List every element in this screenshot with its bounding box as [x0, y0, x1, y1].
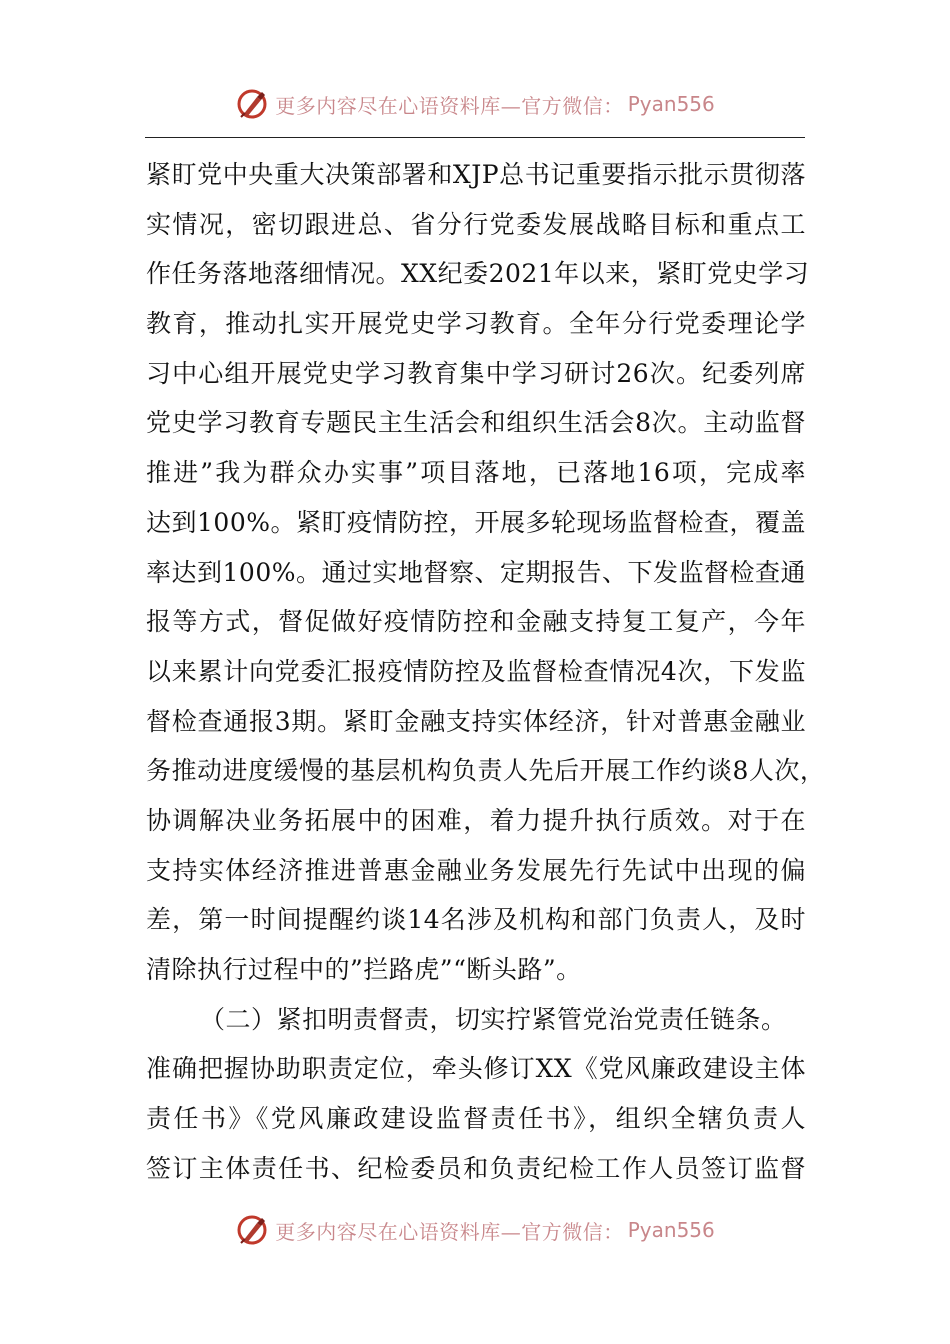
- body-line: 支持实体经济推进普惠金融业务发展先行先试中出现的偏: [146, 855, 806, 885]
- wechat-id: Pyan556: [627, 92, 715, 116]
- footer-banner: [0, 1210, 950, 1250]
- body-line: 差，第一时间提醒约谈14名涉及机构和部门负责人，及时: [146, 905, 806, 935]
- body-line: 率达到100%。通过实地督察、定期报告、下发监督检查通: [146, 557, 806, 587]
- body-line: 教育，推动扎实开展党史学习教育。全年分行党委理论学: [146, 309, 806, 339]
- body-line: 报等方式，督促做好疫情防控和金融支持复工复产，今年: [146, 607, 806, 637]
- body-line: 准确把握协助职责定位，牵头修订XX《党风廉政建设主体: [146, 1054, 806, 1084]
- body-line: 达到100%。紧盯疫情防控，开展多轮现场监督检查，覆盖: [146, 507, 806, 537]
- body-line: 推进”我为群众办实事”项目落地，已落地16项，完成率: [146, 458, 806, 488]
- body-line: 责任书》《党风廉政建设监督责任书》，组织全辖负责人: [146, 1104, 806, 1134]
- section-heading: （二）紧扣明责督责，切实拧紧管党治党责任链条。: [200, 1004, 787, 1034]
- footer-banner-text: 更多内容尽在心语资料库—官方微信：: [275, 1219, 624, 1244]
- header-divider: [145, 137, 805, 138]
- body-line: 紧盯党中央重大决策部署和XJP总书记重要指示批示贯彻落: [146, 160, 806, 189]
- body-line: 务推动进度缓慢的基层机构负责人先后开展工作约谈8人次，: [146, 756, 826, 786]
- body-line: 党史学习教育专题民主生活会和组织生活会8次。主动监督: [146, 408, 806, 438]
- body-line: 督检查通报3期。紧盯金融支持实体经济，针对普惠金融业: [146, 706, 806, 736]
- header-banner: [0, 84, 950, 124]
- body-line: 实情况，密切跟进总、省分行党委发展战略目标和重点工: [146, 209, 806, 239]
- document-body: [146, 150, 826, 1193]
- banner-text: 更多内容尽在心语资料库—官方微信：: [275, 93, 624, 118]
- body-line: 签订主体责任书、纪检委员和负责纪检工作人员签订监督: [146, 1153, 806, 1183]
- body-line: 清除执行过程中的”拦路虎”“断头路”。: [146, 955, 582, 984]
- body-line: 以来累计向党委汇报疫情防控及监督检查情况4次，下发监: [146, 656, 806, 686]
- footer-wechat-id: Pyan556: [627, 1218, 715, 1242]
- body-line: 作任务落地落细情况。XX纪委2021年以来，紧盯党史学习: [146, 259, 810, 289]
- pen-nib-logo-icon: [235, 1213, 269, 1247]
- pen-nib-logo-icon: [235, 87, 269, 121]
- body-line: 协调解决业务拓展中的困难，着力提升执行质效。对于在: [146, 805, 806, 835]
- body-line: 习中心组开展党史学习教育集中学习研讨26次。纪委列席: [146, 358, 806, 388]
